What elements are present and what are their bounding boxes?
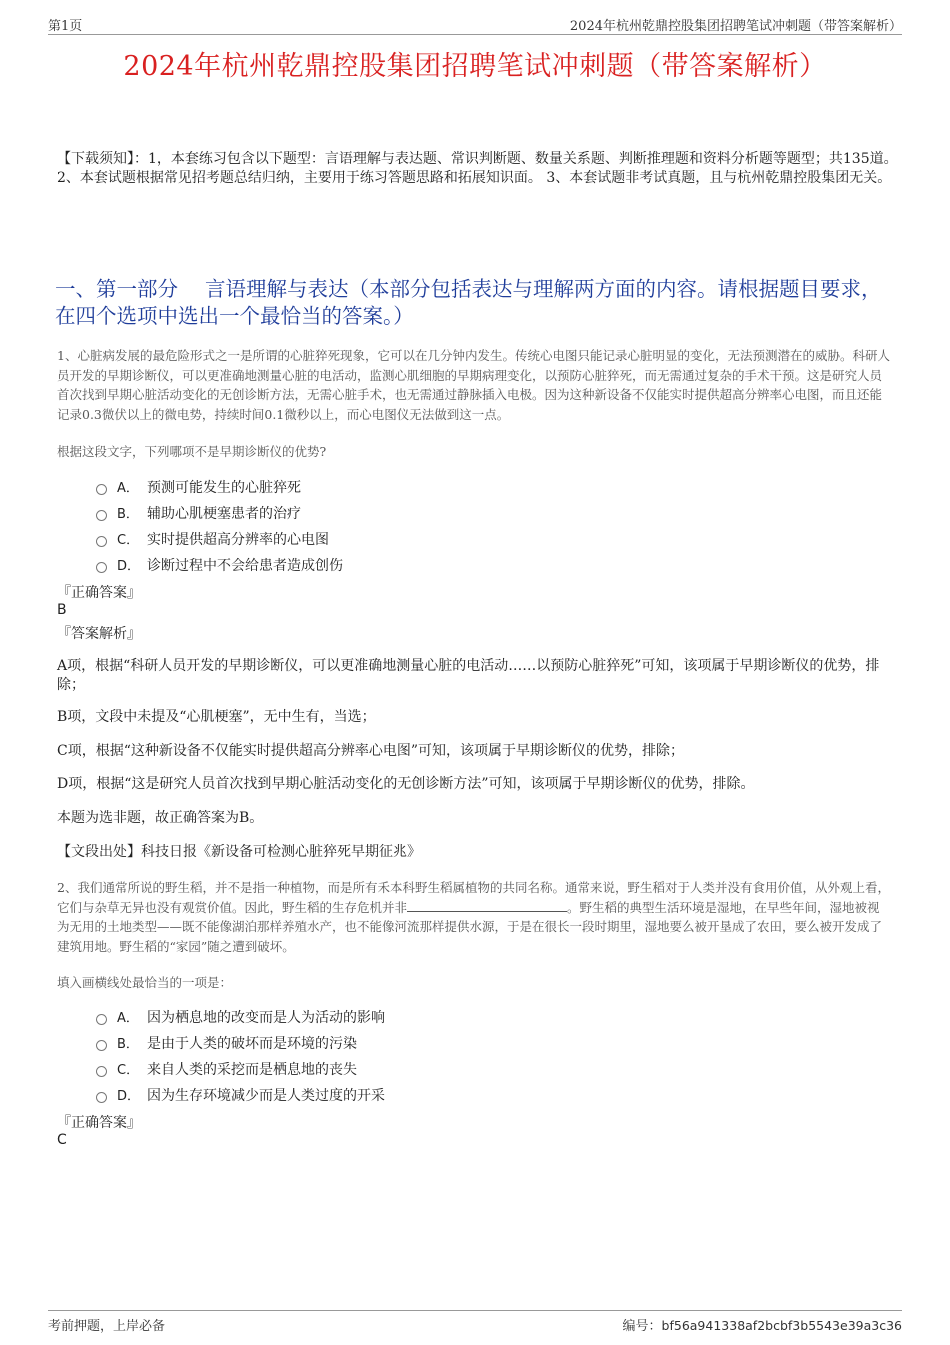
question-2-option-b[interactable]: B． 是由于人类的破坏而是环境的污染 — [96, 1033, 357, 1053]
question-2-option-a[interactable]: A． 因为栖息地的改变而是人为活动的影响 — [96, 1007, 385, 1027]
page-header — [48, 14, 902, 35]
footer-slogan: 考前押题，上岸必备 — [48, 1319, 166, 1334]
question-1-conclusion: 本题为选非题，故正确答案为B。 — [57, 810, 264, 826]
question-1-option-b[interactable]: B． 辅助心肌梗塞患者的治疗 — [96, 503, 301, 523]
question-1-option-d[interactable]: D． 诊断过程中不会给患者造成创伤 — [96, 555, 343, 575]
question-1-source: 【文段出处】科技日报《新设备可检测心脏猝死早期征兆》 — [57, 844, 421, 860]
section-title: 一、第一部分 言语理解与表达（本部分包括表达与理解两方面的内容。请根据题目要求，在四个选项中选出一个最恰当的答案。） — [55, 277, 882, 328]
question-1-option-a[interactable]: A． 预测可能发生的心脏猝死 — [96, 477, 301, 497]
question-1-option-c[interactable]: C． 实时提供超高分辨率的心电图 — [96, 529, 329, 549]
header-doc-title: 2024年杭州乾鼎控股集团招聘笔试冲刺题（带答案解析） — [569, 19, 902, 34]
page-number: 第1页 — [48, 19, 83, 34]
question-1-stem: 根据这段文字，下列哪项不是早期诊断仪的优势? — [57, 444, 327, 459]
question-1-analysis-label: 『答案解析』 — [57, 626, 141, 642]
document-title: 2024年杭州乾鼎控股集团招聘笔试冲刺题（带答案解析） — [123, 51, 827, 82]
question-1-analysis-d: D项，根据“这是研究人员首次找到早期心脏活动变化的无创诊断方法”可知，该项属于早期诊断仪的优势，排除。 — [57, 776, 755, 792]
radio-icon[interactable] — [96, 562, 107, 573]
question-1-answer: B — [57, 602, 67, 618]
question-1-analysis-a: A项，根据“科研人员开发的早期诊断仪，可以更准确地测量心脏的电活动……以预防心脏猝死”可知，该项属于早期诊断仪的优势，排除； — [57, 658, 880, 693]
question-2-answer-label: 『正确答案』 — [57, 1115, 141, 1131]
radio-icon[interactable] — [96, 536, 107, 547]
radio-icon[interactable] — [96, 1066, 107, 1077]
page-footer — [48, 1310, 902, 1335]
question-1-analysis-b: B项，文段中未提及“心肌梗塞”，无中生有，当选； — [57, 709, 376, 725]
question-2-option-d[interactable]: D． 因为生存环境减少而是人类过度的开采 — [96, 1085, 385, 1105]
radio-icon[interactable] — [96, 1014, 107, 1025]
radio-icon[interactable] — [96, 510, 107, 521]
question-1-analysis-c: C项，根据“这种新设备不仅能实时提供超高分辨率心电图”可知，该项属于早期诊断仪的优势，排除； — [57, 743, 685, 759]
question-2-stem: 填入画横线处最恰当的一项是： — [57, 975, 233, 990]
radio-icon[interactable] — [96, 484, 107, 495]
question-2-text: 2、我们通常所说的野生稻，并不是指一种植物，而是所有禾本科野生稻属植物的共同名称。通常来说，野生稻对于人类并没有食用价值，从外观上看，它们与杂草无异也没有观赏价值。因此，野生稻的生存危机并非 。野生稻的典型生活环境是湿地，在早些年间，湿地被视为无用的土地类型——既不能像湖泊那样养殖水产，也不能像河流那样提供水源，于是在很长一段时期里，湿地要么被开垦成了农田，要么被开发成了建筑用地。野生稻的“家园”随之遭到破坏。 — [57, 880, 890, 954]
question-1-text: 1、心脏病发展的最危险形式之一是所谓的心脏猝死现象，它可以在几分钟内发生。传统心电图只能记录心脏明显的变化，无法预测潜在的威胁。科研人员开发的早期诊断仪，可以更准确地测量心脏的电活动，监测心肌细胞的早期病理变化，以预防心脏猝死，而无需通过复杂的手术干预。这是研究人员首次找到早期心脏活动变化的无创诊断方法，无需心脏手术，也无需通过静脉插入电极。因为这种新设备不仅能实时提供超高分辨率心电图，而且还能记录0.3微伏以上的微电势，持续时间0.1微秒以上，而心电图仪无法做到这一点。 — [57, 348, 890, 422]
radio-icon[interactable] — [96, 1092, 107, 1103]
fill-blank — [407, 899, 567, 912]
radio-icon[interactable] — [96, 1040, 107, 1051]
question-2-option-c[interactable]: C． 来自人类的采挖而是栖息地的丧失 — [96, 1059, 357, 1079]
question-1-answer-label: 『正确答案』 — [57, 585, 141, 601]
question-2-answer: C — [57, 1132, 67, 1148]
footer-code: 编号：bf56a941338af2bcbf3b5543e39a3c36 — [622, 1318, 902, 1334]
download-notice: 【下载须知】：1，本套练习包含以下题型：言语理解与表达题、常识判断题、数量关系题、判断推理题和资料分析题等题型；共135道。 2、本套试题根据常见招考题总结归纳，主要用于练习答题思路和拓展知识面。 3、本套试题非考试真题，且与杭州乾鼎控股集团无关。 — [57, 151, 898, 186]
